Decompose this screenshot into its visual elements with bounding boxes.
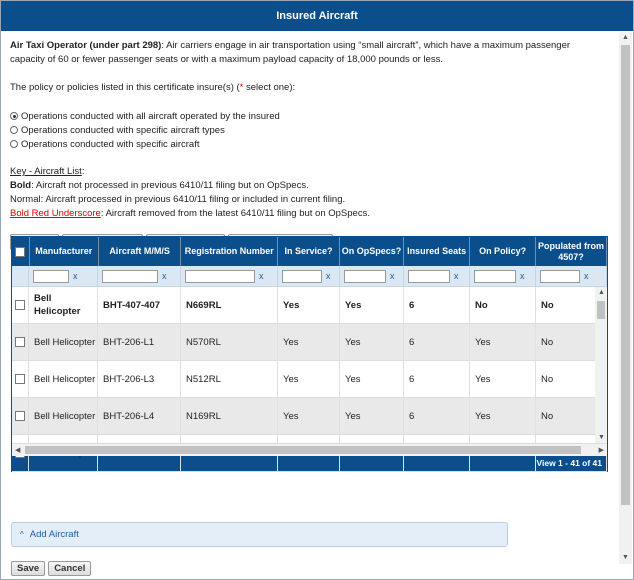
- col-on-opspecs[interactable]: On OpSpecs?: [340, 237, 404, 266]
- dialog-title: Insured Aircraft: [1, 1, 633, 31]
- filter-input[interactable]: [408, 270, 450, 283]
- grid-header: [12, 237, 607, 266]
- filter-on-opspecs: [340, 266, 404, 286]
- col-registration[interactable]: Registration Number: [181, 237, 278, 266]
- clear-filter-icon[interactable]: x: [390, 271, 395, 281]
- filter-input[interactable]: [102, 270, 158, 283]
- option-label: Operations conducted with all aircraft operated by the insured: [21, 110, 280, 122]
- radio-selected[interactable]: [10, 112, 18, 120]
- grid-hscroll-thumb[interactable]: [25, 446, 581, 454]
- col-mms[interactable]: Aircraft M/M/S: [99, 237, 182, 266]
- filter-row: [12, 266, 607, 287]
- cell-from-4507: No: [536, 287, 607, 323]
- cell-registration: N669RL: [181, 287, 278, 323]
- cell-insured-seats: 6: [404, 324, 470, 360]
- scroll-down-icon[interactable]: ▼: [598, 434, 605, 441]
- cell-on-policy: Yes: [470, 361, 536, 397]
- table-row[interactable]: [12, 324, 607, 361]
- intro-paragraph: [10, 39, 600, 67]
- scroll-up-icon[interactable]: ▲: [598, 289, 605, 296]
- grid-scroll-thumb[interactable]: [597, 301, 605, 319]
- cell-from-4507: No: [536, 324, 607, 360]
- scroll-down-icon[interactable]: ▼: [622, 554, 629, 561]
- col-on-policy[interactable]: On Policy?: [470, 237, 536, 266]
- row-checkbox[interactable]: [15, 374, 25, 384]
- cell-in-service: Yes: [278, 361, 340, 397]
- filter-input[interactable]: [185, 270, 255, 283]
- cell-in-service: Yes: [278, 398, 340, 434]
- cell-registration: N570RL: [181, 324, 278, 360]
- option-all-aircraft[interactable]: [10, 109, 624, 123]
- key-colon: :: [81, 166, 85, 177]
- radio[interactable]: [10, 140, 18, 148]
- cell-from-4507: No: [536, 398, 607, 434]
- add-aircraft-accordion[interactable]: [11, 522, 508, 547]
- radio[interactable]: [10, 126, 18, 134]
- clear-filter-icon[interactable]: x: [454, 271, 459, 281]
- intro-bold: Air Taxi Operator (under part 298): [10, 40, 162, 51]
- scroll-left-icon[interactable]: ◀: [15, 447, 21, 454]
- cell-mms: BHT-206-L3: [98, 361, 181, 397]
- clear-filter-icon[interactable]: x: [73, 271, 78, 281]
- cell-manufacturer: Bell Helicopter: [29, 361, 98, 397]
- cell-manufacturer: Bell Helicopter: [29, 398, 98, 434]
- key-bold-text: : Aircraft not processed in previous 6410/11 filing but on OpSpecs.: [31, 180, 309, 191]
- save-button[interactable]: Save: [11, 561, 45, 576]
- cell-in-service: Yes: [278, 324, 340, 360]
- filter-registration: [181, 266, 278, 286]
- key-normal-text: Normal: Aircraft processed in previous 6410/11 filing or included in current filing.: [10, 194, 346, 205]
- col-from-4507[interactable]: Populated from 4507?: [536, 237, 607, 266]
- select-all-checkbox[interactable]: [15, 247, 25, 257]
- row-checkbox[interactable]: [15, 337, 25, 347]
- filter-manufacturer: [29, 266, 98, 286]
- cell-insured-seats: 6: [404, 398, 470, 434]
- key-red-label: Bold Red Underscore: [10, 208, 101, 219]
- filter-insured-seats: [404, 266, 470, 286]
- filter-input[interactable]: [344, 270, 386, 283]
- aircraft-grid: [11, 236, 608, 472]
- filter-input[interactable]: [540, 270, 580, 283]
- key-legend: [10, 165, 624, 221]
- row-checkbox[interactable]: [15, 411, 25, 421]
- clear-filter-icon[interactable]: x: [326, 271, 331, 281]
- filter-input[interactable]: [282, 270, 322, 283]
- row-checkbox[interactable]: [15, 300, 25, 310]
- clear-filter-icon[interactable]: x: [520, 271, 525, 281]
- cell-mms: BHT-206-L4: [98, 398, 181, 434]
- intro-text: : Air carriers engage in air transportation using “small aircraft”, which have a maximum passenger capacity of 60 or fewer passenger seats or with a maximum payload capacity of 18,000 pounds or less.: [10, 40, 571, 65]
- grid-vertical-scrollbar[interactable]: [595, 287, 607, 443]
- cell-on-opspecs: Yes: [340, 361, 404, 397]
- dialog-scroll-thumb[interactable]: [621, 45, 630, 505]
- required-star: *: [239, 82, 244, 93]
- key-red-text: : Aircraft removed from the latest 6410/11 filing but on OpSpecs.: [100, 208, 370, 219]
- row-select-cell[interactable]: [12, 361, 29, 397]
- chevron-up-icon: ^: [20, 530, 24, 539]
- coverage-options: [10, 109, 624, 151]
- cell-on-opspecs: Yes: [340, 287, 404, 323]
- cell-on-policy: Yes: [470, 324, 536, 360]
- row-select-cell[interactable]: [12, 287, 29, 323]
- filter-in-service: [278, 266, 340, 286]
- policy-prefix: The policy or policies listed in this certificate insure(s) (: [10, 82, 240, 93]
- option-label: Operations conducted with specific aircraft: [21, 138, 200, 150]
- filter-on-policy: [470, 266, 536, 286]
- cell-mms: BHT-206-L1: [98, 324, 181, 360]
- cell-registration: N512RL: [181, 361, 278, 397]
- clear-filter-icon[interactable]: x: [259, 271, 264, 281]
- row-select-cell[interactable]: [12, 324, 29, 360]
- cell-manufacturer: Bell Helicopter: [29, 287, 98, 323]
- key-title: Key - Aircraft List: [10, 166, 82, 177]
- select-all-cell[interactable]: [12, 237, 30, 266]
- filter-input[interactable]: [474, 270, 516, 283]
- table-row[interactable]: [12, 361, 607, 398]
- row-select-cell[interactable]: [12, 398, 29, 434]
- cell-on-policy: No: [470, 287, 536, 323]
- accordion-label: Add Aircraft: [29, 529, 79, 540]
- cell-on-opspecs: Yes: [340, 398, 404, 434]
- cell-manufacturer: Bell Helicopter: [29, 324, 98, 360]
- scroll-up-icon[interactable]: ▲: [622, 34, 629, 41]
- dialog-vertical-scrollbar[interactable]: [619, 32, 632, 564]
- cell-in-service: Yes: [278, 287, 340, 323]
- cell-on-opspecs: Yes: [340, 324, 404, 360]
- cell-on-policy: Yes: [470, 398, 536, 434]
- table-row[interactable]: [12, 287, 607, 324]
- clear-filter-icon[interactable]: x: [584, 271, 589, 281]
- scroll-right-icon[interactable]: ▶: [598, 447, 604, 454]
- col-in-service[interactable]: In Service?: [278, 237, 340, 266]
- filter-input[interactable]: [33, 270, 69, 283]
- option-specific-aircraft[interactable]: [10, 137, 624, 151]
- clear-filter-icon[interactable]: x: [162, 271, 167, 281]
- grid-body: [12, 287, 607, 443]
- option-aircraft-types[interactable]: [10, 123, 624, 137]
- filter-spacer: [12, 266, 29, 286]
- cell-mms: BHT-407-407: [98, 287, 181, 323]
- key-bold-label: Bold: [10, 180, 32, 191]
- cell-from-4507: No: [536, 361, 607, 397]
- table-row[interactable]: [12, 398, 607, 435]
- filter-mms: [98, 266, 181, 286]
- col-manufacturer[interactable]: Manufacturer: [30, 237, 99, 266]
- cell-registration: N169RL: [181, 398, 278, 434]
- grid-pager: View 1 - 41 of 41: [12, 456, 607, 471]
- grid-horizontal-scrollbar[interactable]: [12, 443, 607, 456]
- dialog-footer: [11, 561, 91, 576]
- filter-from-4507: [536, 266, 607, 286]
- policy-suffix: select one):: [243, 82, 296, 93]
- cell-insured-seats: 6: [404, 287, 470, 323]
- cancel-button[interactable]: Cancel: [48, 561, 91, 576]
- option-label: Operations conducted with specific aircraft types: [21, 124, 225, 136]
- col-insured-seats[interactable]: Insured Seats: [404, 237, 470, 266]
- cell-insured-seats: 6: [404, 361, 470, 397]
- policy-prompt: [10, 81, 624, 95]
